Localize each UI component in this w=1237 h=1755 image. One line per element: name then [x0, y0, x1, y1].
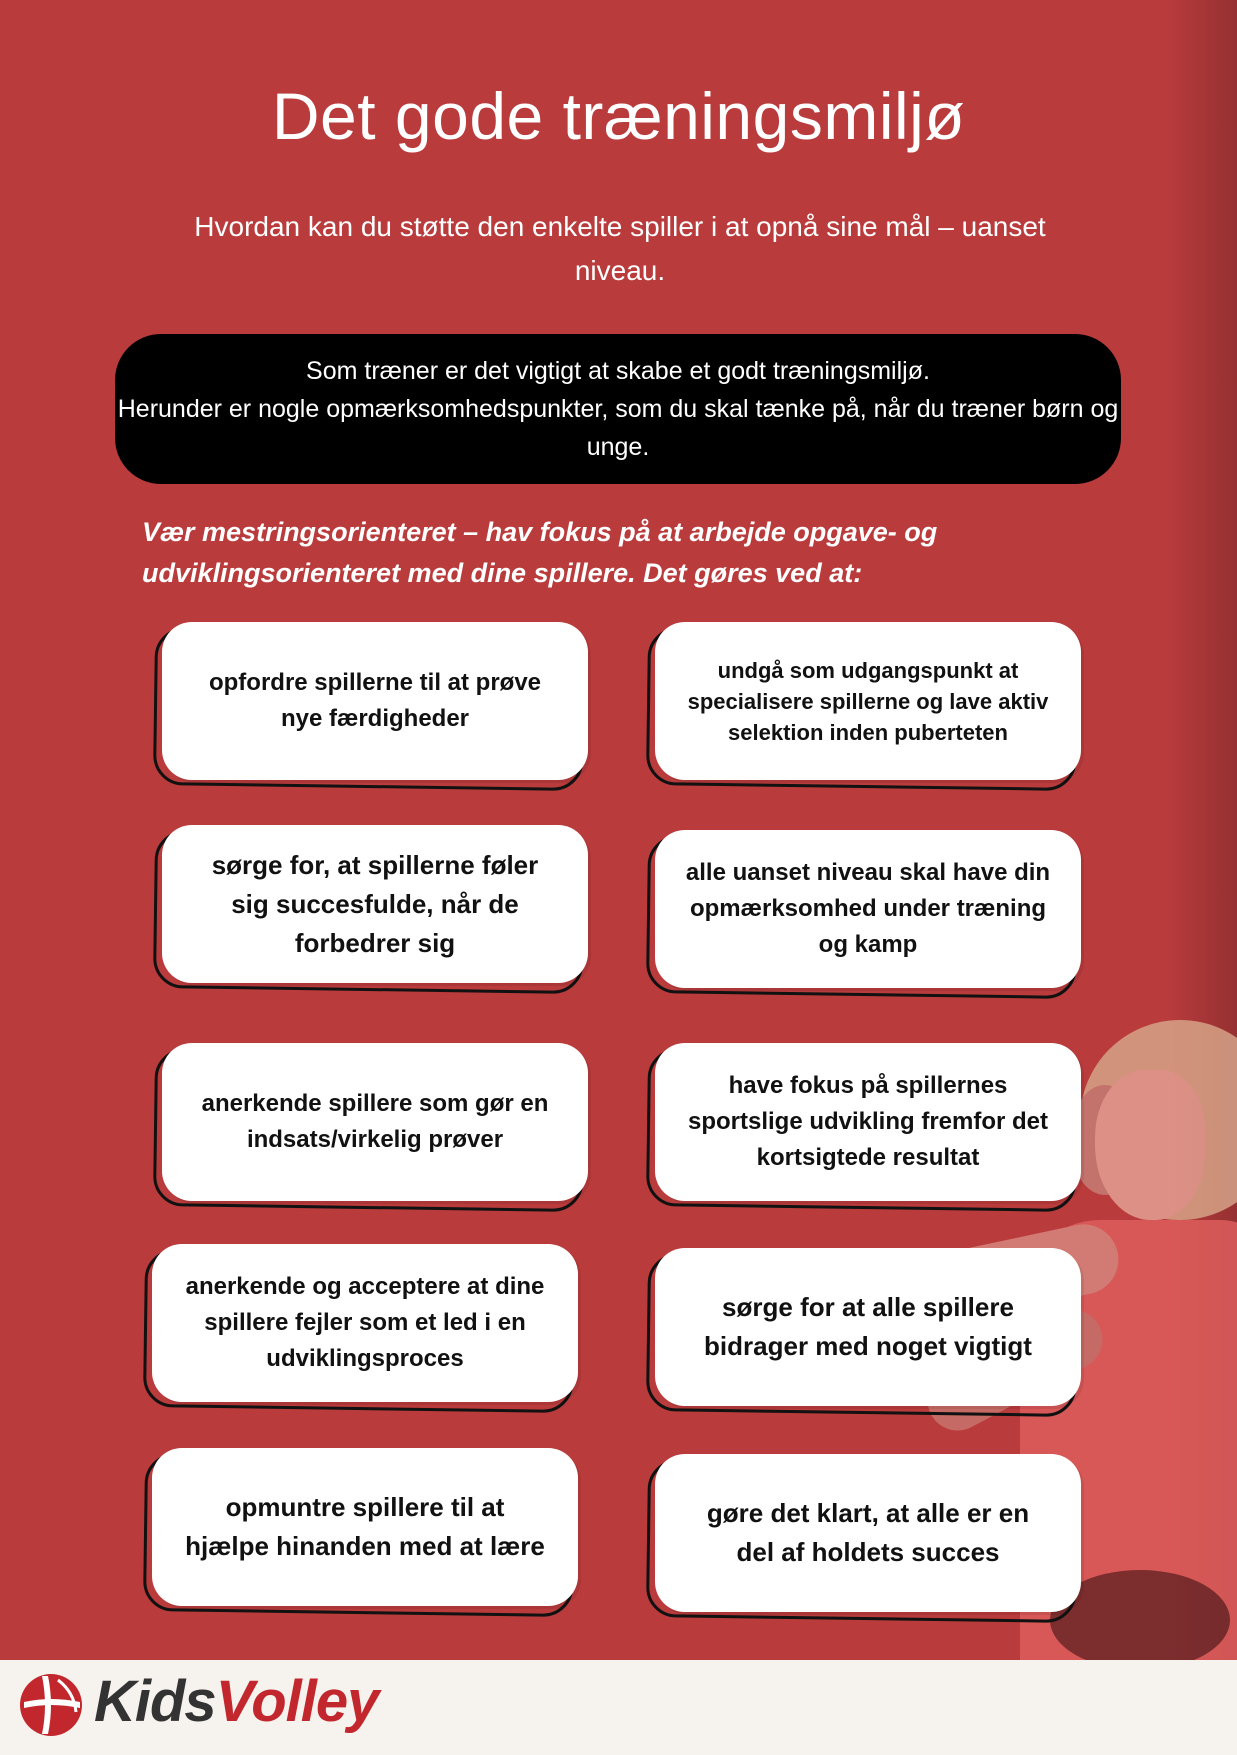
page-title: Det gode træningsmiljø	[271, 79, 966, 153]
kidsvolley-logo[interactable]	[94, 1668, 378, 1735]
tip-card	[655, 622, 1081, 780]
volleyball-flag-icon	[18, 1672, 84, 1738]
tip-card-text: opfordre spillerne til at prøve nye færdigheder	[162, 622, 588, 780]
intro-text: Vær mestringsorienteret – hav fokus på at arbejde opgave- og udviklingsorienteret med dine spillere. Det gøres ved at:	[142, 517, 938, 588]
tip-card-text: undgå som udgangspunkt at specialisere spillerne og lave aktiv selektion inden puberteten	[655, 622, 1081, 780]
tip-card-text: sørge for at alle spillere bidrager med noget vigtigt	[655, 1248, 1081, 1406]
page-subtitle: Hvordan kan du støtte den enkelte spiller i at opnå sine mål – uanset niveau.	[194, 211, 1046, 286]
tip-card-text: sørge for, at spillerne føler sig succesfulde, når de forbedrer sig	[162, 825, 588, 983]
tip-card	[162, 622, 588, 780]
tip-card	[655, 1043, 1081, 1201]
logo-volley-text: Volley	[215, 1669, 379, 1734]
tip-card-text: gøre det klart, at alle er en del af holdets succes	[655, 1454, 1081, 1612]
callout-line-1: Som træner er det vigtigt at skabe et godt træningsmiljø.	[306, 357, 930, 385]
tip-card-text: anerkende spillere som gør en indsats/virkelig prøver	[162, 1043, 588, 1201]
callout-box	[115, 334, 1121, 484]
tip-card	[152, 1448, 578, 1606]
tip-card-text: have fokus på spillernes sportslige udvikling fremfor det kortsigtede resultat	[655, 1043, 1081, 1201]
tip-card-text: alle uanset niveau skal have din opmærksomhed under træning og kamp	[655, 830, 1081, 988]
tip-card-text: opmuntre spillere til at hjælpe hinanden med at lære	[152, 1448, 578, 1606]
tip-card	[655, 1454, 1081, 1612]
tip-card	[655, 830, 1081, 988]
tip-card	[152, 1244, 578, 1402]
tip-card	[655, 1248, 1081, 1406]
callout-line-2: Herunder er nogle opmærksomhedspunkter, som du skal tænke på, når du træner børn og unge.	[117, 395, 1119, 461]
tip-card-text: anerkende og acceptere at dine spillere fejler som et led i en udviklingsproces	[152, 1244, 578, 1402]
tip-card	[162, 825, 588, 983]
logo-kids-text: Kids	[94, 1669, 216, 1734]
tip-card	[162, 1043, 588, 1201]
